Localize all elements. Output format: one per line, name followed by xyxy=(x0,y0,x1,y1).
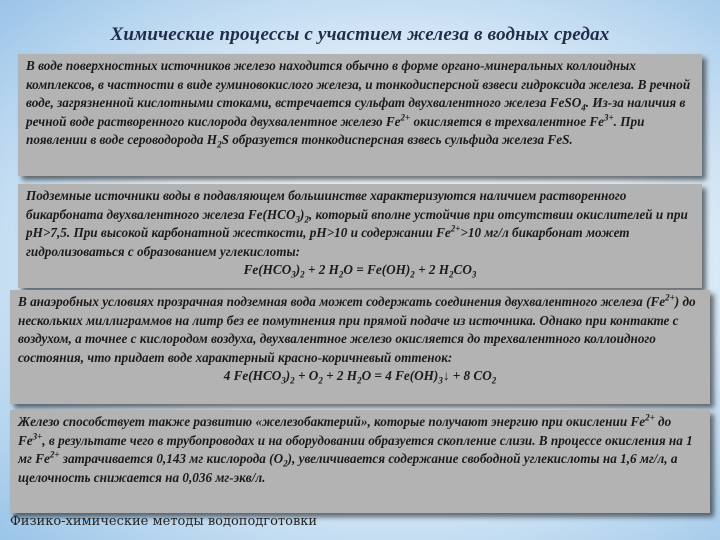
text-block-anaerobic xyxy=(10,290,710,404)
paragraph-ground-water: Подземные источники воды в подавляющем большинстве характеризуются наличием растворенного бикарбоната двухвалентного железа $Fe(HCO_3)_2$, который вполне устойчив при отсутствии окислителей и при pH>7,5. При высокой карбонатной жесткости, pH>10 и содержании $Fe^{2+}>10$ мг/л бикарбонат может гидролизоваться с образованием углекислоты: xyxy=(26,188,688,259)
equation-hydrolysis: $Fe(HCO_3)_2 + 2$ $H_2O = Fe(OH)_2 + 2$ $H_2CO_3$ xyxy=(243,262,477,281)
text-block-iron-bacteria xyxy=(10,410,710,513)
text-block-surface-water xyxy=(18,54,702,176)
paragraph-surface-water: В воде поверхностных источников железо находится обычно в форме органо-минеральных коллоидных комплексов, в частности в виде гуминовокислого железа, и тонкодисперсной взвеси гидроксида железа. В речной воде, загрязненной кислотными стоками, встречается сульфат двухвалентного железа FeSO$_4$. Из-за наличия в речной воде растворенного кислорода двухвалентное железо $Fe^{2+}$ окисляется в трехвалентное $Fe^{3+}$. При появлении в воде сероводорода $H_2S$ образуется тонкодисперсная взвесь сульфида железа FeS. xyxy=(26,58,691,151)
paragraph-anaerobic: В анаэробных условиях прозрачная подземная вода может содержать соединения двухвалентного железа $(Fe^{2+})$ до нескольких миллиграммов на литр без ее помутнения при прямой подаче из источника. Однако при контакте с воздухом, а точнее с кислородом воздуха, двухвалентное железо окисляется до трехвалентного коллоидного состояния, что придает воде характерный красно-коричневый оттенок: xyxy=(18,292,696,365)
equation-oxidation: 4 $Fe(HCO_3)_2 + O_2 + 2$ $H_2O = 4$ $Fe(OH)_3↓ + 8$ $CO_2$ xyxy=(223,368,497,387)
text-block-ground-water xyxy=(18,184,702,288)
footer-course-title: Физико-химические методы водоподготовки xyxy=(10,514,318,529)
paragraph-iron-bacteria: Железо способствует также развитию «железобактерий», которые получают энергию при окислении $Fe^{2+}$ до $Fe^{3+}$, в результате чего в трубопроводах и на оборудовании образуется скопление слизи. В процессе окисления на 1 мг $Fe^{2+}$ затрачивается 0,143 мг кислорода $(O_2)$, увеличивается содержание свободной углекислоты на 1,6 мг/л, а щелочность снижается на 0,036 мг-экв/л. xyxy=(18,412,693,485)
slide-title: Химические процессы с участием железа в водных средах xyxy=(110,24,610,45)
